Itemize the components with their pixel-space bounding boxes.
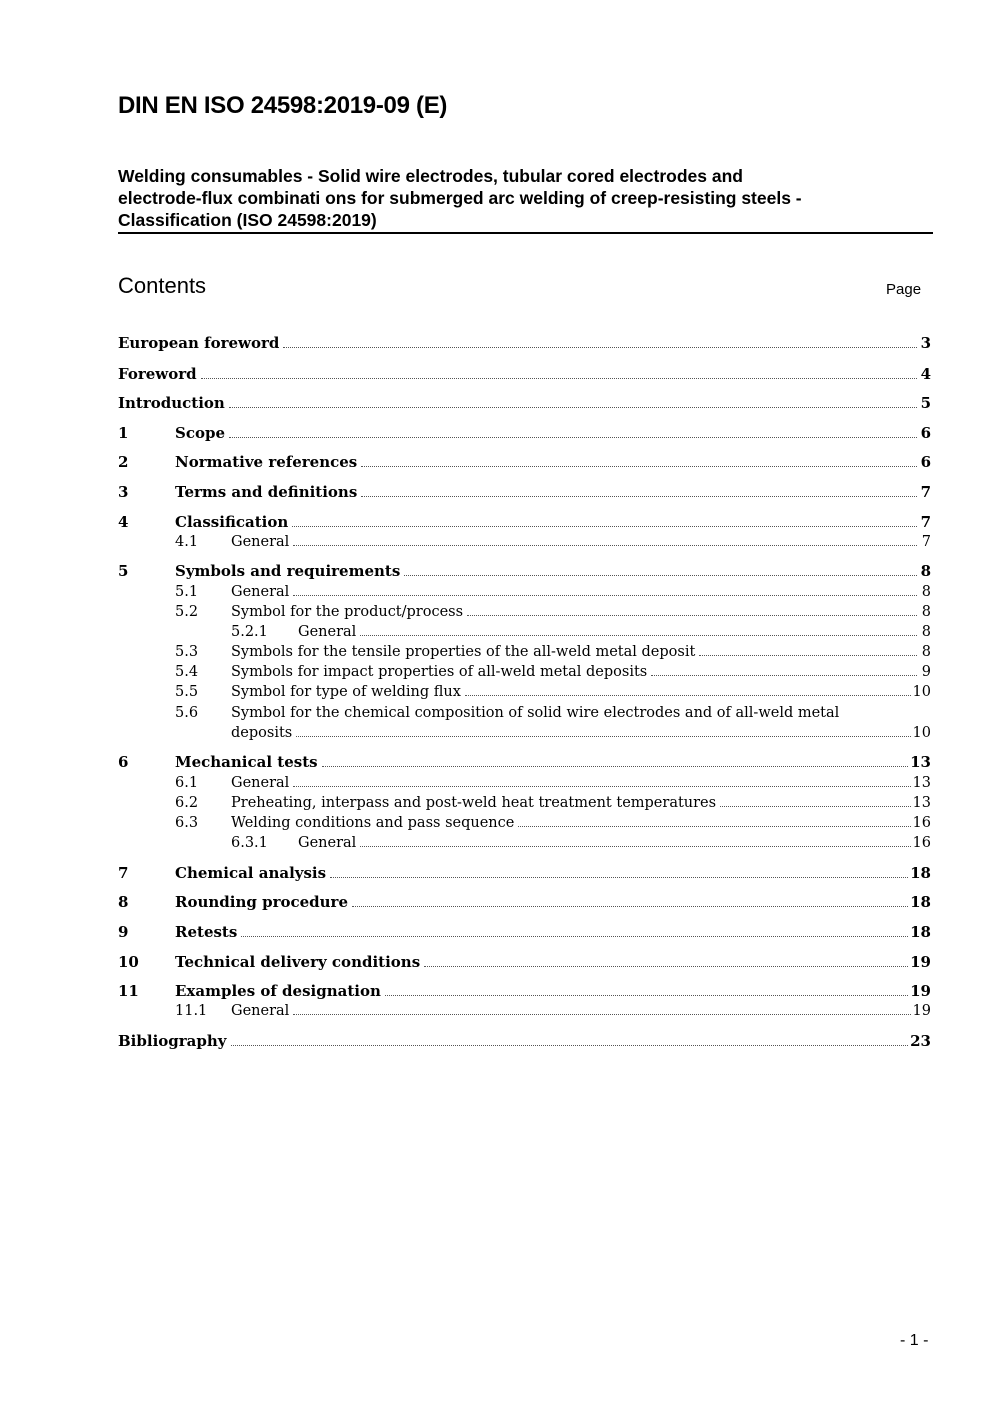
toc-entry-10[interactable] bbox=[118, 952, 931, 972]
toc-page: 4 bbox=[920, 365, 931, 383]
toc-entry-7[interactable] bbox=[118, 863, 931, 883]
toc-number: 2 bbox=[118, 453, 129, 471]
toc-entry-6-2[interactable] bbox=[118, 793, 931, 813]
toc-number: 11 bbox=[118, 982, 139, 1000]
toc-label: Symbol for the product/process bbox=[231, 604, 464, 620]
toc-entry-8[interactable] bbox=[118, 892, 931, 912]
toc-label: Preheating, interpass and post-weld heat treatment temperatures bbox=[231, 795, 717, 811]
toc-page: 8 bbox=[921, 604, 931, 620]
toc-entry-9[interactable] bbox=[118, 922, 931, 942]
toc-label: Classification bbox=[175, 513, 289, 531]
toc-entry-5-6-continued[interactable] bbox=[118, 723, 931, 743]
toc-page: 13 bbox=[912, 795, 931, 811]
toc-number: 4.1 bbox=[175, 534, 199, 550]
toc-label: Rounding procedure bbox=[175, 893, 348, 911]
toc-entry-1[interactable] bbox=[118, 423, 931, 443]
toc-number: 5.3 bbox=[175, 644, 199, 660]
subtitle-line-2: electrode-flux combinati ons for submerged arc welding of creep-resisting steels - bbox=[118, 188, 802, 208]
toc-label: Symbols for impact properties of all-weld metal deposits bbox=[231, 664, 648, 680]
toc-number: 5.2.1 bbox=[231, 624, 268, 640]
toc-number: 3 bbox=[118, 483, 129, 501]
toc-label: Symbols and requirements bbox=[175, 562, 401, 580]
toc-label: Foreword bbox=[118, 365, 197, 383]
toc-entry-3[interactable] bbox=[118, 482, 931, 502]
toc-label: General bbox=[231, 775, 290, 791]
toc-page: 6 bbox=[920, 453, 931, 471]
toc-number: 6.2 bbox=[175, 795, 199, 811]
toc-label: Mechanical tests bbox=[175, 753, 318, 771]
toc-number: 5.2 bbox=[175, 604, 199, 620]
toc-number: 5.1 bbox=[175, 584, 199, 600]
toc-entry-6-3[interactable] bbox=[118, 813, 931, 833]
toc-number: 5.5 bbox=[175, 684, 199, 700]
toc-entry-11[interactable] bbox=[118, 981, 931, 1001]
toc-page: 10 bbox=[912, 725, 931, 741]
toc-page: 7 bbox=[920, 483, 931, 501]
page-number: - 1 - bbox=[900, 1332, 929, 1349]
toc-number: 6.3 bbox=[175, 815, 199, 831]
toc-entry-5-4[interactable] bbox=[118, 662, 931, 682]
toc-page: 16 bbox=[912, 815, 931, 831]
toc-entry-5-2-1[interactable] bbox=[118, 622, 931, 642]
toc-label: European foreword bbox=[118, 334, 280, 352]
toc-entry-bibliography[interactable] bbox=[118, 1031, 931, 1051]
toc-page: 8 bbox=[921, 644, 931, 660]
toc-label: General bbox=[298, 624, 357, 640]
page-column-label: Page bbox=[886, 281, 922, 298]
toc-page: 18 bbox=[910, 893, 931, 911]
toc-page: 18 bbox=[910, 864, 931, 882]
toc-page: 10 bbox=[912, 684, 931, 700]
toc-entry-foreword[interactable] bbox=[118, 364, 931, 384]
toc-page: 5 bbox=[920, 394, 931, 412]
toc-page: 16 bbox=[912, 835, 931, 851]
toc-entry-4[interactable] bbox=[118, 512, 931, 532]
toc-number: 1 bbox=[118, 424, 129, 442]
toc-number: 7 bbox=[118, 864, 129, 882]
toc-label: Normative references bbox=[175, 453, 358, 471]
toc-label: Terms and definitions bbox=[175, 483, 358, 501]
toc-label: General bbox=[231, 584, 290, 600]
contents-heading: Contents bbox=[118, 273, 207, 298]
toc-page: 8 bbox=[921, 624, 931, 640]
toc-entry-6[interactable] bbox=[118, 752, 931, 772]
subtitle-line-3: Classification (ISO 24598:2019) bbox=[118, 210, 377, 230]
document-subtitle bbox=[118, 165, 933, 234]
document-title: DIN EN ISO 24598:2019-09 (E) bbox=[118, 92, 448, 119]
toc-label: Scope bbox=[175, 424, 226, 442]
toc-page: 23 bbox=[910, 1032, 931, 1050]
toc-page: 7 bbox=[920, 513, 931, 531]
toc-entry-5-5[interactable] bbox=[118, 682, 931, 702]
toc-number: 8 bbox=[118, 893, 129, 911]
toc-entry-11-1[interactable] bbox=[118, 1001, 931, 1021]
toc-label: Technical delivery conditions bbox=[175, 953, 421, 971]
toc-label: Symbols for the tensile properties of the all-weld metal deposit bbox=[231, 644, 696, 660]
toc-label: Retests bbox=[175, 923, 238, 941]
toc-entry-2[interactable] bbox=[118, 452, 931, 472]
toc-entry-5-2[interactable] bbox=[118, 602, 931, 622]
toc-entry-4-1[interactable] bbox=[118, 532, 931, 552]
toc-label: General bbox=[231, 534, 290, 550]
toc-entry-5-1[interactable] bbox=[118, 582, 931, 602]
toc-entry-5-6[interactable] bbox=[118, 703, 931, 723]
subtitle-line-1: Welding consumables - Solid wire electrodes, tubular cored electrodes and bbox=[118, 166, 743, 186]
toc-page: 9 bbox=[921, 664, 931, 680]
toc-page: 19 bbox=[910, 982, 931, 1000]
toc-number: 6.3.1 bbox=[231, 835, 268, 851]
toc-page: 13 bbox=[912, 775, 931, 791]
toc-label: Examples of designation bbox=[175, 982, 381, 1000]
toc-entry-5-3[interactable] bbox=[118, 642, 931, 662]
toc-label: Chemical analysis bbox=[175, 864, 327, 882]
toc-entry-introduction[interactable] bbox=[118, 393, 931, 413]
toc-entry-5[interactable] bbox=[118, 561, 931, 581]
toc-page: 8 bbox=[920, 562, 931, 580]
toc-label-continued: deposits bbox=[231, 725, 293, 741]
toc-entry-6-1[interactable] bbox=[118, 773, 931, 793]
toc-number: 6 bbox=[118, 753, 129, 771]
toc-entry-european-foreword[interactable] bbox=[118, 333, 931, 353]
toc-page: 19 bbox=[912, 1003, 931, 1019]
toc-label: General bbox=[231, 1003, 290, 1019]
toc-page: 7 bbox=[921, 534, 931, 550]
toc-label: Introduction bbox=[118, 394, 225, 412]
toc-page: 6 bbox=[920, 424, 931, 442]
toc-label: Bibliography bbox=[118, 1032, 227, 1050]
toc-entry-6-3-1[interactable] bbox=[118, 833, 931, 853]
toc-label: General bbox=[298, 835, 357, 851]
toc-page: 3 bbox=[920, 334, 931, 352]
toc-number: 5.4 bbox=[175, 664, 199, 680]
toc-label: Welding conditions and pass sequence bbox=[231, 815, 515, 831]
toc-number: 5 bbox=[118, 562, 129, 580]
toc-label: Symbol for type of welding flux bbox=[231, 684, 461, 700]
toc-number: 9 bbox=[118, 923, 129, 941]
toc-number: 10 bbox=[118, 953, 139, 971]
toc-label: Symbol for the chemical composition of solid wire electrodes and of all-weld metal bbox=[231, 705, 840, 721]
toc-page: 8 bbox=[921, 584, 931, 600]
toc-number: 11.1 bbox=[175, 1003, 208, 1019]
toc-number: 6.1 bbox=[175, 775, 199, 791]
toc-page: 13 bbox=[910, 753, 931, 771]
toc-page: 18 bbox=[910, 923, 931, 941]
toc-number: 5.6 bbox=[175, 705, 199, 721]
toc-page: 19 bbox=[910, 953, 931, 971]
toc-number: 4 bbox=[118, 513, 129, 531]
